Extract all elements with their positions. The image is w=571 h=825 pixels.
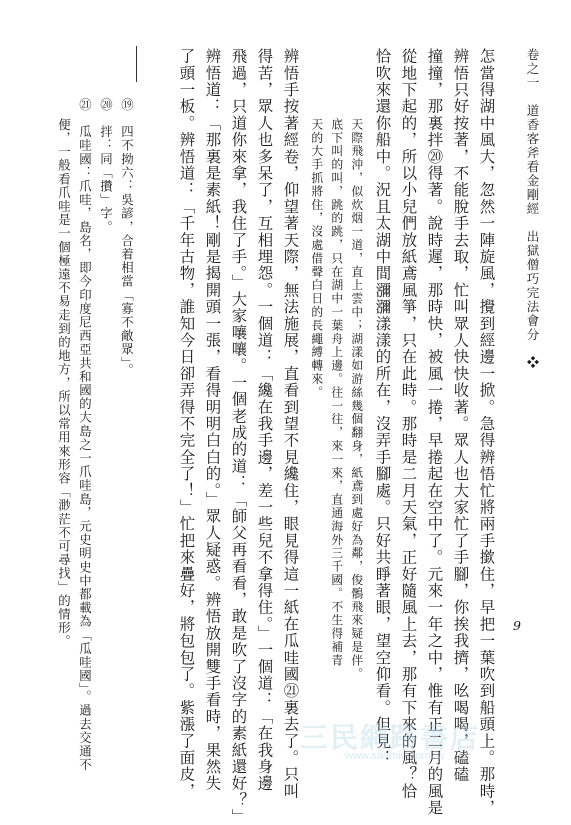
running-header: 卷之一 道香客斧看金剛經 出獄僧巧完法會分 ❖ <box>525 48 540 370</box>
main-text-column: 了頭一板。辨悟道：「千年古物，誰知今日卻弄得不完全了！」忙把來疊好，將包包了。紫漲了面皮， <box>177 48 196 800</box>
main-text-column: 飛過，只道你來拿，我住了手。」大家嚷嚷。一個老成的道：「師父再看看，敢是吹了沒字的素紙還好？」 <box>229 48 248 825</box>
footnote: ⑳ 拌：同「攢」字。 <box>98 98 114 234</box>
footnote: ㉑ 瓜哇國：爪哇，島名，即今印度尼西亞共和國的大島之一爪哇島，元史明史中都載為「瓜哇國」。過去交通不 <box>77 98 93 772</box>
main-text-column: 撞撞，那裏拌⑳得著。說時遲，那時快，被風一捲，早捲起在空中了。元來一年之中，惟有正二月的風是 <box>425 48 444 817</box>
footnote-continuation: 便，一般看爪哇是一個極遠不易走到的地方，所以常用來形容「渺茫不可尋找」的情形。 <box>56 118 72 649</box>
main-text-column: 辨悟手按著經卷，仰望著天際，無法施展，直看到望不見纔住，眼見得這一紙在瓜哇國㉑裏去了。只叫 <box>281 48 300 800</box>
notes-divider <box>136 46 137 82</box>
main-text-column: 得苦，眾人也多呆了，互相埋怨。一個道：「纔在我手邊，差一些兒不拿得住。」一個道：「在我身邊 <box>255 48 274 792</box>
page-number: 9 <box>513 618 521 633</box>
watermark-url: www.sanmin.com.tw <box>345 750 445 762</box>
watermark-logo: 三民網路書店 <box>300 722 481 753</box>
footnote: ⑲ 四不拗六：吳諺，合着相當「寡不敵眾」。 <box>119 98 135 378</box>
main-text-column: 恰吹來還你船中。況且太湖中間瀰瀰漾漾的所在，沒弄手腳處。只好共睜著眼，望空仰看。但見： <box>373 48 392 767</box>
verse-column: 天際飛沖，似炊烟一道，直上雲中；湖漾如游絲幾個翻身，紙鳶到處好為鄰，俊鶻飛來疑是伴。 <box>349 118 364 681</box>
verse-column: 天的大手抓將住，沒處借聲白日的長繩縛轉來。 <box>309 118 324 400</box>
main-text-column: 從地下起的，所以小兒們放紙鳶風箏，只在此時。那時是二月天氣，正好隨風上去，那有下來的風？恰 <box>399 48 418 800</box>
verse-column: 底下叫的叫，跳的跳，只在湖中一葉舟上邊。往一往，來一來，直通海外三千國。不生得補青 <box>329 118 344 668</box>
main-text-column: 辨悟道：「那裏是素紙！剛是揭開頭一張，看得明明白白的。」眾人疑惑。辨悟放開雙手看時，果然失 <box>203 48 222 792</box>
main-text-column: 辨悟只好按著，不能脫手去取，忙叫眾人快快收著。眾人也大家忙了手腳，你挨我擠，吆喝喝，磕磕 <box>451 48 470 783</box>
main-text-column: 怎當得湖中風大，忽然一陣旋風，攪到經邊一掀。急得辨悟忙將兩手撳住，早把一葉吹到船頭上。那時， <box>477 48 496 817</box>
